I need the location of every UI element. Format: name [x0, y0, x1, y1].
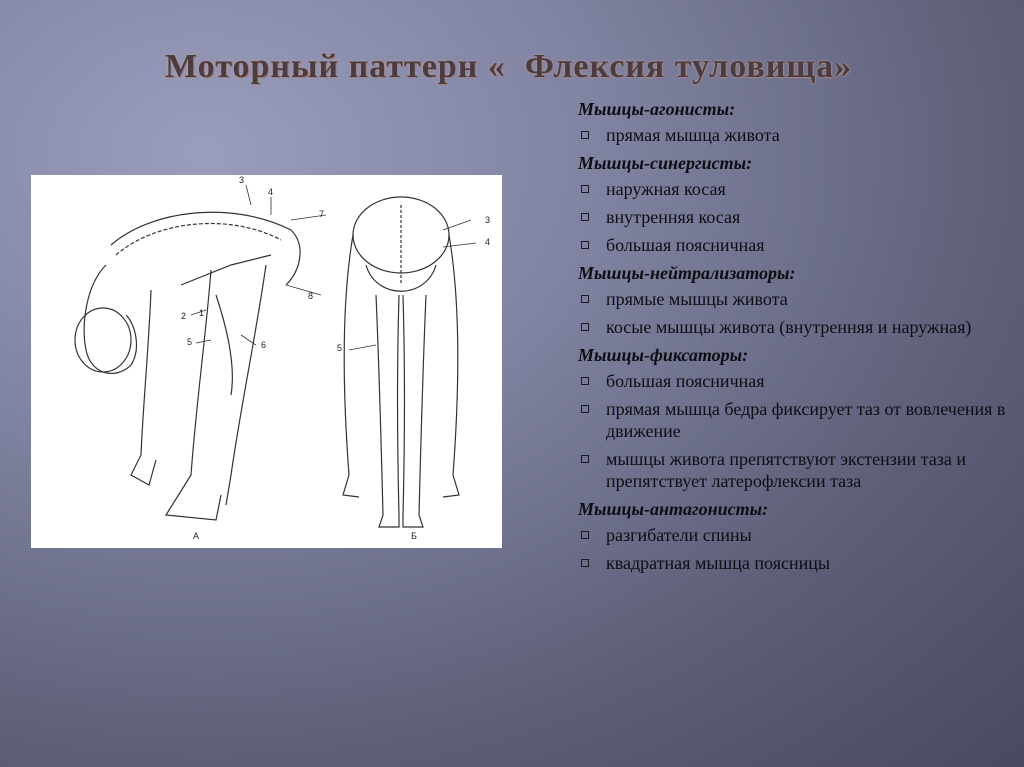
label-8: 8 — [308, 291, 314, 301]
slide-title: Моторный паттерн « Флексия туловища» — [165, 48, 853, 85]
list-item: внутренняя косая — [578, 206, 1008, 228]
list-item: большая поясничная — [578, 370, 1008, 392]
list-item: косые мышцы живота (внутренняя и наружная) — [578, 316, 1008, 338]
figure-a-thigh — [216, 295, 232, 395]
list-item: прямые мышцы живота — [578, 288, 1008, 310]
figure-a-muscle-line — [181, 255, 271, 285]
muscle-list — [578, 98, 1008, 580]
section-title: Мышцы-агонисты: — [578, 99, 736, 119]
square-bullet-icon — [581, 377, 589, 385]
list-item: разгибатели спины — [578, 524, 1008, 546]
square-bullet-icon — [581, 455, 589, 463]
anatomy-illustration — [31, 175, 502, 548]
list-item: прямая мышца бедра фиксирует таз от вовлечения в движение — [578, 398, 1008, 442]
anatomy-drawing — [31, 175, 502, 548]
label-2: 2 — [181, 311, 187, 321]
section-title: Мышцы-синергисты: — [578, 153, 753, 173]
figure-a-skull — [75, 308, 131, 372]
list-item: большая поясничная — [578, 234, 1008, 256]
section-fixators — [578, 344, 1008, 492]
list-item: наружная косая — [578, 178, 1008, 200]
label-7: 7 — [319, 209, 325, 219]
figure-a-arm — [131, 290, 156, 485]
square-bullet-icon — [581, 323, 589, 331]
section-agonists — [578, 98, 1008, 146]
section-neutralizers — [578, 262, 1008, 338]
square-bullet-icon — [581, 131, 589, 139]
figure-b-right-arm — [443, 235, 459, 497]
square-bullet-icon — [581, 405, 589, 413]
figure-b-pelvis — [366, 265, 436, 291]
figure-a-spine — [116, 224, 281, 255]
figure-b-right-leg — [403, 295, 426, 527]
list-item: мышцы живота препятствуют экстензии таза и препятствует латерофлексии таза — [578, 448, 1008, 492]
figure-b-left-arm — [343, 235, 359, 497]
section-title: Мышцы-фиксаторы: — [578, 345, 749, 365]
leader-lines — [191, 185, 476, 350]
section-antagonists — [578, 498, 1008, 574]
figure-a-head — [84, 265, 136, 373]
panel-label-a: А — [193, 531, 200, 541]
list-item: квадратная мышца поясницы — [578, 552, 1008, 574]
section-title: Мышцы-нейтрализаторы: — [578, 263, 796, 283]
square-bullet-icon — [581, 241, 589, 249]
square-bullet-icon — [581, 185, 589, 193]
figure-b-left-leg — [376, 295, 399, 527]
square-bullet-icon — [581, 295, 589, 303]
label-5a: 5 — [187, 337, 193, 347]
label-5b: 5 — [337, 343, 343, 353]
label-4b: 4 — [485, 237, 491, 247]
square-bullet-icon — [581, 559, 589, 567]
label-6: 6 — [261, 340, 267, 350]
square-bullet-icon — [581, 531, 589, 539]
section-title: Мышцы-антагонисты: — [578, 499, 769, 519]
label-1: 1 — [199, 308, 205, 318]
figure-a-leg-front — [166, 270, 221, 520]
list-item: прямая мышца живота — [578, 124, 1008, 146]
label-3a: 3 — [239, 175, 245, 185]
label-4a: 4 — [268, 187, 274, 197]
panel-label-b: Б — [411, 531, 417, 541]
square-bullet-icon — [581, 213, 589, 221]
section-synergists — [578, 152, 1008, 256]
label-3b: 3 — [485, 215, 491, 225]
